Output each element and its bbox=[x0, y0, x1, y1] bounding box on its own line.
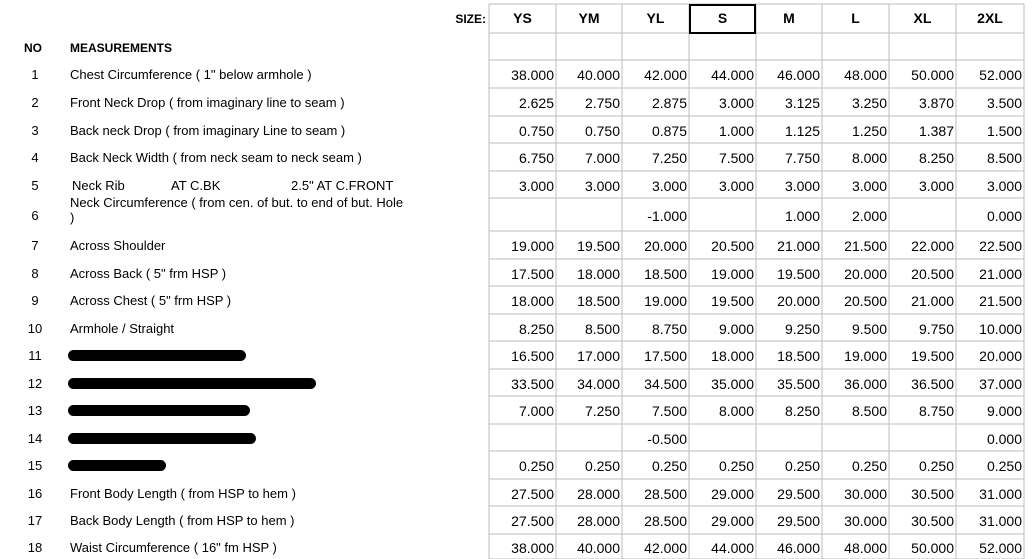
value-cell[interactable]: 20.000 bbox=[644, 238, 687, 254]
row-number: 10 bbox=[27, 321, 43, 336]
row-number: 4 bbox=[31, 150, 39, 165]
value-cell[interactable]: 0.750 bbox=[518, 123, 554, 139]
row-number: 2 bbox=[31, 95, 39, 110]
value-cell[interactable]: 18.500 bbox=[644, 266, 687, 282]
value-cell[interactable]: 0.750 bbox=[584, 123, 620, 139]
value-cell[interactable]: 46.000 bbox=[777, 540, 820, 556]
redaction-mark bbox=[68, 378, 316, 389]
row-number: 3 bbox=[31, 123, 39, 138]
measurement-label: Front Neck Drop ( from imaginary line to seam ) bbox=[70, 95, 345, 110]
row-number: 7 bbox=[31, 238, 39, 253]
value-cell[interactable]: 9.000 bbox=[718, 321, 754, 337]
measurement-label: Waist Circumference ( 16" fm HSP ) bbox=[70, 540, 277, 555]
redaction-mark bbox=[68, 433, 256, 444]
value-cell[interactable] bbox=[489, 431, 556, 447]
value-cell[interactable]: 0.875 bbox=[651, 123, 687, 139]
value-cell[interactable]: 20.000 bbox=[777, 293, 820, 309]
redaction-mark bbox=[68, 350, 246, 361]
value-cell[interactable]: 3.500 bbox=[986, 95, 1022, 111]
value-cell[interactable]: 50.000 bbox=[911, 540, 954, 556]
value-cell[interactable]: 42.000 bbox=[644, 67, 687, 83]
value-cell[interactable]: 0.250 bbox=[718, 458, 754, 474]
row-number: 14 bbox=[27, 431, 43, 446]
value-cell[interactable]: 3.000 bbox=[718, 95, 754, 111]
measurement-label: Armhole / Straight bbox=[70, 321, 175, 336]
size-header-yl[interactable]: YL bbox=[646, 10, 665, 26]
value-cell[interactable]: 19.500 bbox=[911, 348, 954, 364]
value-cell[interactable]: 52.000 bbox=[979, 67, 1022, 83]
value-cell[interactable]: 8.500 bbox=[584, 321, 620, 337]
value-cell[interactable]: 3.000 bbox=[784, 178, 820, 194]
value-cell[interactable]: 7.500 bbox=[651, 403, 687, 419]
value-cell[interactable]: 8.250 bbox=[518, 321, 554, 337]
value-cell[interactable]: 8.750 bbox=[918, 403, 954, 419]
value-cell[interactable]: 1.125 bbox=[784, 123, 820, 139]
value-cell[interactable]: -0.500 bbox=[647, 431, 687, 447]
value-cell[interactable]: 3.000 bbox=[918, 178, 954, 194]
value-cell[interactable]: 8.500 bbox=[851, 403, 887, 419]
measurement-label: Back neck Drop ( from imaginary Line to seam ) bbox=[70, 123, 346, 138]
measurement-label: Back Body Length ( from HSP to hem ) bbox=[70, 513, 295, 528]
value-cell[interactable]: 3.870 bbox=[918, 95, 954, 111]
redaction-mark bbox=[68, 405, 250, 416]
value-cell[interactable]: -1.000 bbox=[647, 208, 687, 224]
value-cell[interactable]: 31.000 bbox=[979, 513, 1022, 529]
value-cell[interactable]: 3.000 bbox=[518, 178, 554, 194]
value-cell[interactable]: 38.000 bbox=[511, 540, 554, 556]
value-cell[interactable]: 40.000 bbox=[577, 67, 620, 83]
row-number: 15 bbox=[27, 458, 43, 473]
value-cell[interactable]: 28.000 bbox=[577, 486, 620, 502]
value-cell[interactable]: 3.000 bbox=[651, 178, 687, 194]
value-cell[interactable]: 50.000 bbox=[911, 67, 954, 83]
value-cell[interactable]: 2.000 bbox=[851, 208, 887, 224]
value-cell[interactable]: 20.500 bbox=[711, 238, 754, 254]
value-cell[interactable] bbox=[689, 208, 756, 224]
value-cell[interactable] bbox=[889, 431, 956, 447]
value-cell[interactable]: 31.000 bbox=[979, 486, 1022, 502]
value-cell[interactable]: 19.500 bbox=[711, 293, 754, 309]
value-cell[interactable]: 19.500 bbox=[577, 238, 620, 254]
value-cell[interactable]: 18.000 bbox=[711, 348, 754, 364]
value-cell[interactable]: 8.500 bbox=[986, 150, 1022, 166]
value-cell[interactable]: 0.250 bbox=[851, 458, 887, 474]
value-cell[interactable]: 48.000 bbox=[844, 540, 887, 556]
measurement-label-point: AT C.BK bbox=[171, 178, 221, 193]
row-number: 9 bbox=[31, 293, 39, 308]
measurement-label-line2: ) bbox=[70, 210, 75, 225]
value-cell[interactable]: 17.500 bbox=[511, 266, 554, 282]
value-cell[interactable] bbox=[556, 431, 622, 447]
value-cell[interactable]: 20.000 bbox=[844, 266, 887, 282]
value-cell[interactable]: 37.000 bbox=[979, 376, 1022, 392]
value-cell[interactable]: 8.250 bbox=[918, 150, 954, 166]
row-number: 5 bbox=[31, 178, 39, 193]
value-cell[interactable]: 18.500 bbox=[777, 348, 820, 364]
value-cell[interactable]: 7.500 bbox=[718, 150, 754, 166]
value-cell[interactable]: 1.500 bbox=[986, 123, 1022, 139]
value-cell[interactable]: 29.500 bbox=[777, 513, 820, 529]
value-cell[interactable]: 34.000 bbox=[577, 376, 620, 392]
value-cell[interactable]: 3.000 bbox=[986, 178, 1022, 194]
value-cell[interactable]: 19.000 bbox=[511, 238, 554, 254]
selected-cell-outline bbox=[689, 4, 756, 34]
value-cell[interactable]: 44.000 bbox=[711, 540, 754, 556]
row-number: 1 bbox=[31, 67, 39, 82]
value-cell[interactable]: 9.750 bbox=[918, 321, 954, 337]
value-cell[interactable]: 18.000 bbox=[577, 266, 620, 282]
value-cell[interactable]: 3.000 bbox=[851, 178, 887, 194]
value-cell[interactable]: 2.625 bbox=[518, 95, 554, 111]
value-cell[interactable]: 30.000 bbox=[844, 513, 887, 529]
size-header-xl[interactable]: XL bbox=[913, 10, 932, 26]
value-cell[interactable]: 9.500 bbox=[851, 321, 887, 337]
value-cell[interactable]: 40.000 bbox=[577, 540, 620, 556]
value-cell[interactable]: 9.000 bbox=[986, 403, 1022, 419]
value-cell[interactable]: 30.000 bbox=[844, 486, 887, 502]
measurement-label: Across Back ( 5" frm HSP ) bbox=[70, 266, 227, 281]
value-cell[interactable]: 0.250 bbox=[651, 458, 687, 474]
row-number: 18 bbox=[27, 540, 43, 555]
value-cell[interactable]: 0.250 bbox=[518, 458, 554, 474]
value-cell[interactable]: 7.000 bbox=[518, 403, 554, 419]
value-cell[interactable]: 21.500 bbox=[979, 293, 1022, 309]
measurement-label: Front Body Length ( from HSP to hem ) bbox=[70, 486, 296, 501]
value-cell[interactable]: 7.250 bbox=[584, 403, 620, 419]
value-cell[interactable]: 28.000 bbox=[577, 513, 620, 529]
value-cell[interactable] bbox=[822, 431, 889, 447]
value-cell[interactable]: 19.000 bbox=[644, 293, 687, 309]
value-cell[interactable]: 1.250 bbox=[851, 123, 887, 139]
value-cell[interactable]: 8.000 bbox=[851, 150, 887, 166]
value-cell[interactable]: 22.500 bbox=[979, 238, 1022, 254]
row-number: 6 bbox=[31, 208, 39, 223]
value-cell[interactable] bbox=[689, 431, 756, 447]
value-cell[interactable]: 27.500 bbox=[511, 486, 554, 502]
value-cell[interactable]: 28.500 bbox=[644, 513, 687, 529]
value-cell[interactable] bbox=[756, 431, 822, 447]
measurements-column-header: MEASUREMENTS bbox=[70, 41, 173, 55]
value-cell[interactable]: 21.000 bbox=[777, 238, 820, 254]
value-cell[interactable]: 6.750 bbox=[518, 150, 554, 166]
value-cell[interactable]: 19.000 bbox=[844, 348, 887, 364]
value-cell[interactable]: 20.000 bbox=[979, 348, 1022, 364]
value-cell[interactable]: 3.125 bbox=[784, 95, 820, 111]
value-cell[interactable]: 8.750 bbox=[651, 321, 687, 337]
value-cell[interactable]: 35.000 bbox=[711, 376, 754, 392]
value-cell[interactable]: 3.000 bbox=[718, 178, 754, 194]
value-cell[interactable]: 36.000 bbox=[844, 376, 887, 392]
size-header-ym[interactable]: YM bbox=[578, 10, 600, 26]
value-cell[interactable]: 21.000 bbox=[979, 266, 1022, 282]
value-cell[interactable]: 21.500 bbox=[844, 238, 887, 254]
size-header-s[interactable]: S bbox=[717, 10, 728, 26]
size-header-l[interactable]: L bbox=[851, 10, 860, 26]
measurement-label: Across Shoulder bbox=[70, 238, 166, 253]
value-cell[interactable]: 52.000 bbox=[979, 540, 1022, 556]
value-cell[interactable]: 8.000 bbox=[718, 403, 754, 419]
value-cell[interactable]: 20.500 bbox=[911, 266, 954, 282]
size-header-m[interactable]: M bbox=[783, 10, 795, 26]
value-cell[interactable]: 38.000 bbox=[511, 67, 554, 83]
row-number: 11 bbox=[28, 348, 42, 363]
measurement-label: Back Neck Width ( from neck seam to neck seam ) bbox=[70, 150, 362, 165]
value-cell[interactable]: 0.250 bbox=[784, 458, 820, 474]
row-number: 16 bbox=[27, 486, 43, 501]
value-cell[interactable]: 44.000 bbox=[711, 67, 754, 83]
value-cell[interactable]: 29.000 bbox=[711, 513, 754, 529]
value-cell[interactable]: 2.750 bbox=[584, 95, 620, 111]
value-cell[interactable]: 30.500 bbox=[911, 513, 954, 529]
value-cell[interactable] bbox=[556, 208, 622, 224]
value-cell[interactable]: 0.250 bbox=[584, 458, 620, 474]
value-cell[interactable]: 42.000 bbox=[644, 540, 687, 556]
value-cell[interactable]: 7.250 bbox=[651, 150, 687, 166]
value-cell[interactable]: 18.000 bbox=[511, 293, 554, 309]
value-cell[interactable]: 48.000 bbox=[844, 67, 887, 83]
value-cell[interactable]: 20.500 bbox=[844, 293, 887, 309]
value-cell[interactable]: 1.000 bbox=[784, 208, 820, 224]
value-cell[interactable]: 17.500 bbox=[644, 348, 687, 364]
value-cell[interactable]: 1.387 bbox=[918, 123, 954, 139]
measurement-label: Neck Circumference ( from cen. of but. to end of but. Hole bbox=[70, 195, 404, 210]
row-number: 17 bbox=[27, 513, 43, 528]
value-cell[interactable]: 29.000 bbox=[711, 486, 754, 502]
row-number: 13 bbox=[27, 403, 43, 418]
value-cell[interactable]: 9.250 bbox=[784, 321, 820, 337]
value-cell[interactable]: 10.000 bbox=[979, 321, 1022, 337]
value-cell[interactable]: 28.500 bbox=[644, 486, 687, 502]
value-cell[interactable]: 0.250 bbox=[986, 458, 1022, 474]
value-cell[interactable]: 30.500 bbox=[911, 486, 954, 502]
value-cell[interactable]: 46.000 bbox=[777, 67, 820, 83]
value-cell[interactable]: 17.000 bbox=[577, 348, 620, 364]
value-cell[interactable]: 33.500 bbox=[511, 376, 554, 392]
value-cell[interactable] bbox=[489, 208, 556, 224]
value-cell[interactable]: 36.500 bbox=[911, 376, 954, 392]
value-cell[interactable]: 0.000 bbox=[986, 431, 1022, 447]
value-cell[interactable]: 22.000 bbox=[911, 238, 954, 254]
value-cell[interactable]: 29.500 bbox=[777, 486, 820, 502]
size-label: SIZE: bbox=[455, 12, 486, 26]
value-cell[interactable]: 2.875 bbox=[651, 95, 687, 111]
size-header-2xl[interactable]: 2XL bbox=[977, 10, 1003, 26]
measurement-label-front: 2.5" AT C.FRONT bbox=[291, 178, 394, 193]
value-cell[interactable]: 16.500 bbox=[511, 348, 554, 364]
value-cell[interactable]: 18.500 bbox=[577, 293, 620, 309]
value-cell[interactable]: 27.500 bbox=[511, 513, 554, 529]
measurement-label: Neck Rib bbox=[72, 178, 125, 193]
value-cell[interactable]: 8.250 bbox=[784, 403, 820, 419]
value-cell[interactable]: 3.000 bbox=[584, 178, 620, 194]
value-cell[interactable] bbox=[889, 208, 956, 224]
value-cell[interactable]: 7.000 bbox=[584, 150, 620, 166]
value-cell[interactable]: 0.250 bbox=[918, 458, 954, 474]
value-cell[interactable]: 7.750 bbox=[784, 150, 820, 166]
value-cell[interactable]: 19.000 bbox=[711, 266, 754, 282]
row-number: 12 bbox=[27, 376, 43, 391]
value-cell[interactable]: 19.500 bbox=[777, 266, 820, 282]
size-header-ys[interactable]: YS bbox=[513, 10, 532, 26]
row-number: 8 bbox=[31, 266, 39, 281]
measurement-label: Across Chest ( 5" frm HSP ) bbox=[70, 293, 232, 308]
value-cell[interactable]: 21.000 bbox=[911, 293, 954, 309]
no-column-header: NO bbox=[24, 41, 42, 55]
value-cell[interactable]: 3.250 bbox=[851, 95, 887, 111]
value-cell[interactable]: 34.500 bbox=[644, 376, 687, 392]
value-cell[interactable]: 35.500 bbox=[777, 376, 820, 392]
value-cell[interactable]: 0.000 bbox=[986, 208, 1022, 224]
measurement-label: Chest Circumference ( 1" below armhole ) bbox=[70, 67, 312, 82]
value-cell[interactable]: 1.000 bbox=[718, 123, 754, 139]
redaction-mark bbox=[68, 460, 166, 471]
